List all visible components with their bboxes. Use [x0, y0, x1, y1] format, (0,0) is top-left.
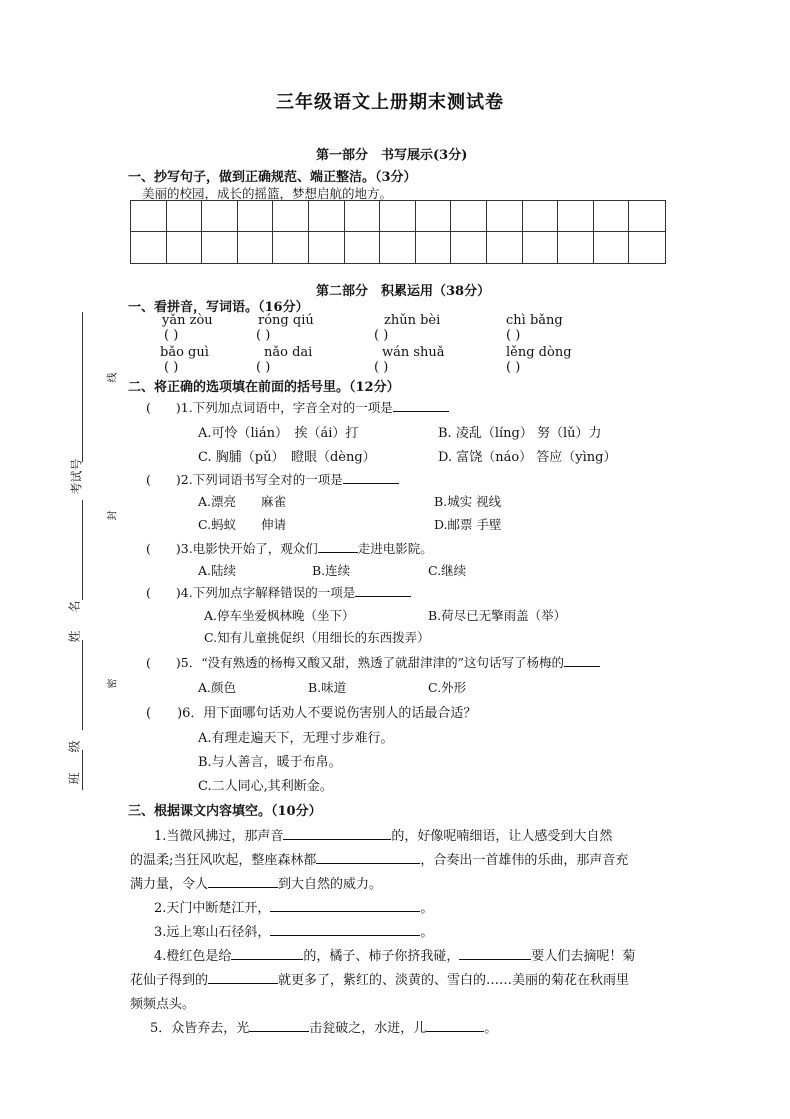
fill-blank-2[interactable]	[316, 851, 420, 864]
mc4-number[interactable]: ( )4.	[146, 585, 193, 600]
mc1-option-d[interactable]: D. 富饶（náo） 答应（yìng）	[438, 450, 617, 465]
class-label-a: 班	[67, 772, 82, 785]
fill-line-5	[154, 921, 433, 940]
mc6-option-c[interactable]: C.二人同心,其利断金。	[198, 779, 333, 794]
part1-heading: 第一部分 书写展示(3分)	[316, 148, 468, 163]
mc1-option-a[interactable]: A.可怜（lián） 挨（ái）打	[198, 426, 359, 441]
pinyin-8: lěng dòng	[506, 345, 572, 360]
mc5-number[interactable]: ( )5．	[146, 655, 202, 670]
fill-text: 。	[420, 901, 434, 916]
mc2-option-b[interactable]: B.城实 视线	[434, 494, 502, 509]
mc5-question	[146, 653, 600, 671]
seal-line-char: 线	[107, 372, 119, 383]
fill-text: 就更多了，紫红的、淡黄的、雪白的……美丽的菊花在秋雨里	[278, 973, 630, 988]
fill-blank-7[interactable]	[459, 947, 531, 960]
mc6-number[interactable]: ( )6．	[146, 706, 204, 721]
fill-blank-1[interactable]	[283, 827, 391, 840]
mc3-blank[interactable]	[318, 540, 358, 553]
fill-blank-6[interactable]	[231, 947, 303, 960]
fill-text: ，合奏出一首雄伟的乐曲，那声音充	[420, 853, 629, 868]
answer-box-5[interactable]: ( )	[164, 360, 179, 375]
mc2-question	[146, 470, 399, 488]
mc2-option-a[interactable]: A.漂亮 麻雀	[198, 494, 287, 509]
mc3-option-a[interactable]: A.陆续	[198, 563, 237, 578]
mc3-stem-end: 走进电影院。	[357, 541, 433, 556]
part2-heading: 第二部分 积累运用（38分）	[316, 284, 491, 299]
mc4-option-a[interactable]: A.停车坐爱枫林晚（坐下）	[204, 608, 355, 623]
fill-line-2	[130, 849, 628, 868]
pinyin-4: chì bǎng	[506, 313, 563, 328]
fill-line-1	[154, 825, 612, 844]
mc2-option-c[interactable]: C.蚂蚁 伸请	[198, 517, 287, 532]
mc5-option-a[interactable]: A.颜色	[198, 680, 237, 695]
copy-sentence: 美丽的校园，成长的摇篮，梦想启航的地方。	[142, 186, 393, 201]
mc3-option-c[interactable]: C.继续	[428, 563, 467, 578]
fill-blank-8[interactable]	[208, 971, 278, 984]
part2-q2-heading: 二、将正确的选项填在前面的括号里。（12分）	[128, 380, 400, 395]
part2-q1-heading: 一、看拼音，写词语。（16分）	[128, 300, 309, 315]
fill-text: 。	[420, 925, 434, 940]
name-label-b: 名	[67, 600, 82, 613]
mc1-option-c[interactable]: C. 胸脯（pǔ） 瞪眼（dèng）	[198, 450, 376, 465]
fill-text: 的温柔;当狂风吹起，整座森林都	[130, 853, 317, 868]
fill-text: 花仙子得到的	[130, 973, 209, 988]
fill-line-8: 频频点头。	[130, 997, 196, 1012]
mc6-option-a[interactable]: A.有理走遍天下，无理寸步难行。	[198, 731, 394, 746]
mc3-question	[146, 539, 433, 557]
fill-text: 5．众皆弃去，光	[150, 1021, 250, 1036]
fill-text: 1.当微风拂过，那声音	[154, 829, 284, 844]
fill-text: 的，橘子、柿子你挤我碰，	[303, 949, 460, 964]
fill-text: 3.远上寒山石径斜，	[154, 925, 271, 940]
mc2-stem: 下列词语书写全对的一项是	[192, 472, 343, 487]
mc2-blank[interactable]	[343, 471, 399, 484]
answer-box-2[interactable]: ( )	[256, 328, 271, 343]
fill-text: 2.天门中断楚江开，	[154, 901, 271, 916]
mc5-option-c[interactable]: C.外形	[428, 680, 467, 695]
mc1-question	[146, 398, 449, 416]
class-label-b: 级	[67, 740, 82, 753]
mc5-blank[interactable]	[564, 654, 600, 667]
mc3-option-b[interactable]: B.连续	[312, 563, 351, 578]
fill-blank-3[interactable]	[208, 875, 278, 888]
fill-blank-10[interactable]	[426, 1019, 484, 1032]
fill-blank-4[interactable]	[270, 899, 420, 912]
mc5-stem: “没有熟透的杨梅又酸又甜，熟透了就甜津津的”这句话写了杨梅的	[201, 655, 565, 670]
writing-grid[interactable]	[130, 200, 666, 264]
answer-box-1[interactable]: ( )	[164, 328, 179, 343]
fill-line-9	[150, 1017, 497, 1036]
mc5-option-b[interactable]: B.味道	[308, 680, 347, 695]
mc2-option-d[interactable]: D.邮票 手壁	[434, 517, 502, 532]
mc6-option-b[interactable]: B.与人善言，暖于布帛。	[198, 755, 342, 770]
answer-box-6[interactable]: ( )	[256, 360, 271, 375]
answer-box-3[interactable]: ( )	[374, 328, 389, 343]
exam-number-label: 考试号	[69, 458, 84, 495]
fill-text: 要人们去摘呢！菊	[531, 949, 636, 964]
fill-text: 击瓮破之，水迸，儿	[309, 1021, 427, 1036]
binding-line-2	[82, 500, 83, 600]
pinyin-2: róng qiú	[258, 313, 314, 328]
part1-q1-heading: 一、抄写句子，做到正确规范、端正整洁。（3分）	[128, 170, 417, 185]
part2-q3-heading: 三、根据课文内容填空。（10分）	[128, 804, 322, 819]
fill-text: 满力量，令人	[130, 877, 209, 892]
answer-box-8[interactable]: ( )	[506, 360, 521, 375]
fill-text: 4.橙红色是给	[154, 949, 232, 964]
name-label-a: 姓	[67, 630, 82, 643]
answer-box-4[interactable]: ( )	[506, 328, 521, 343]
mc4-blank[interactable]	[355, 584, 411, 597]
binding-line-1	[82, 312, 83, 462]
fill-blank-9[interactable]	[249, 1019, 309, 1032]
mc6-question	[146, 702, 476, 721]
mc2-number[interactable]: ( )2.	[146, 472, 193, 487]
seal-seal-char: 封	[107, 510, 119, 521]
mc4-stem: 下列加点字解释错误的一项是	[192, 585, 356, 600]
page-title: 三年级语文上册期末测试卷	[276, 92, 504, 113]
mc1-blank[interactable]	[393, 399, 449, 412]
mc4-option-b[interactable]: B.荷尽已无擎雨盖（举）	[428, 608, 567, 623]
fill-blank-5[interactable]	[270, 923, 420, 936]
mc1-stem: 下列加点词语中，字音全对的一项是	[192, 400, 393, 415]
binding-line-3	[82, 640, 83, 730]
mc1-number[interactable]: ( )1.	[146, 400, 193, 415]
pinyin-6: nǎo dai	[264, 345, 313, 360]
fill-text: 。	[484, 1021, 498, 1036]
mc4-question	[146, 583, 411, 601]
fill-line-7	[130, 969, 629, 988]
fill-text: 到大自然的威力。	[278, 877, 383, 892]
mc3-stem: 电影快开始了，观众们	[192, 541, 318, 556]
mc6-stem: 用下面哪句话劝人不要说伤害别人的话最合适？	[203, 706, 477, 721]
pinyin-1: yǎn zòu	[162, 313, 213, 328]
pinyin-3: zhǔn bèi	[384, 313, 441, 328]
pinyin-5: bǎo guì	[160, 345, 209, 360]
mc3-number[interactable]: ( )3.	[146, 541, 193, 556]
fill-line-3	[130, 873, 382, 892]
answer-box-7[interactable]: ( )	[374, 360, 389, 375]
mc4-option-c[interactable]: C.知有儿童挑促织（用细长的东西拨弄）	[204, 630, 430, 645]
pinyin-7: wán shuǎ	[382, 345, 445, 360]
seal-secret-char: 密	[107, 678, 119, 689]
mc1-option-b[interactable]: B. 凌乱（líng） 努（lǔ）力	[438, 426, 602, 441]
fill-text: 的，好像呢喃细语，让人感受到大自然	[391, 829, 613, 844]
fill-line-6	[154, 945, 635, 964]
fill-line-4	[154, 897, 433, 916]
